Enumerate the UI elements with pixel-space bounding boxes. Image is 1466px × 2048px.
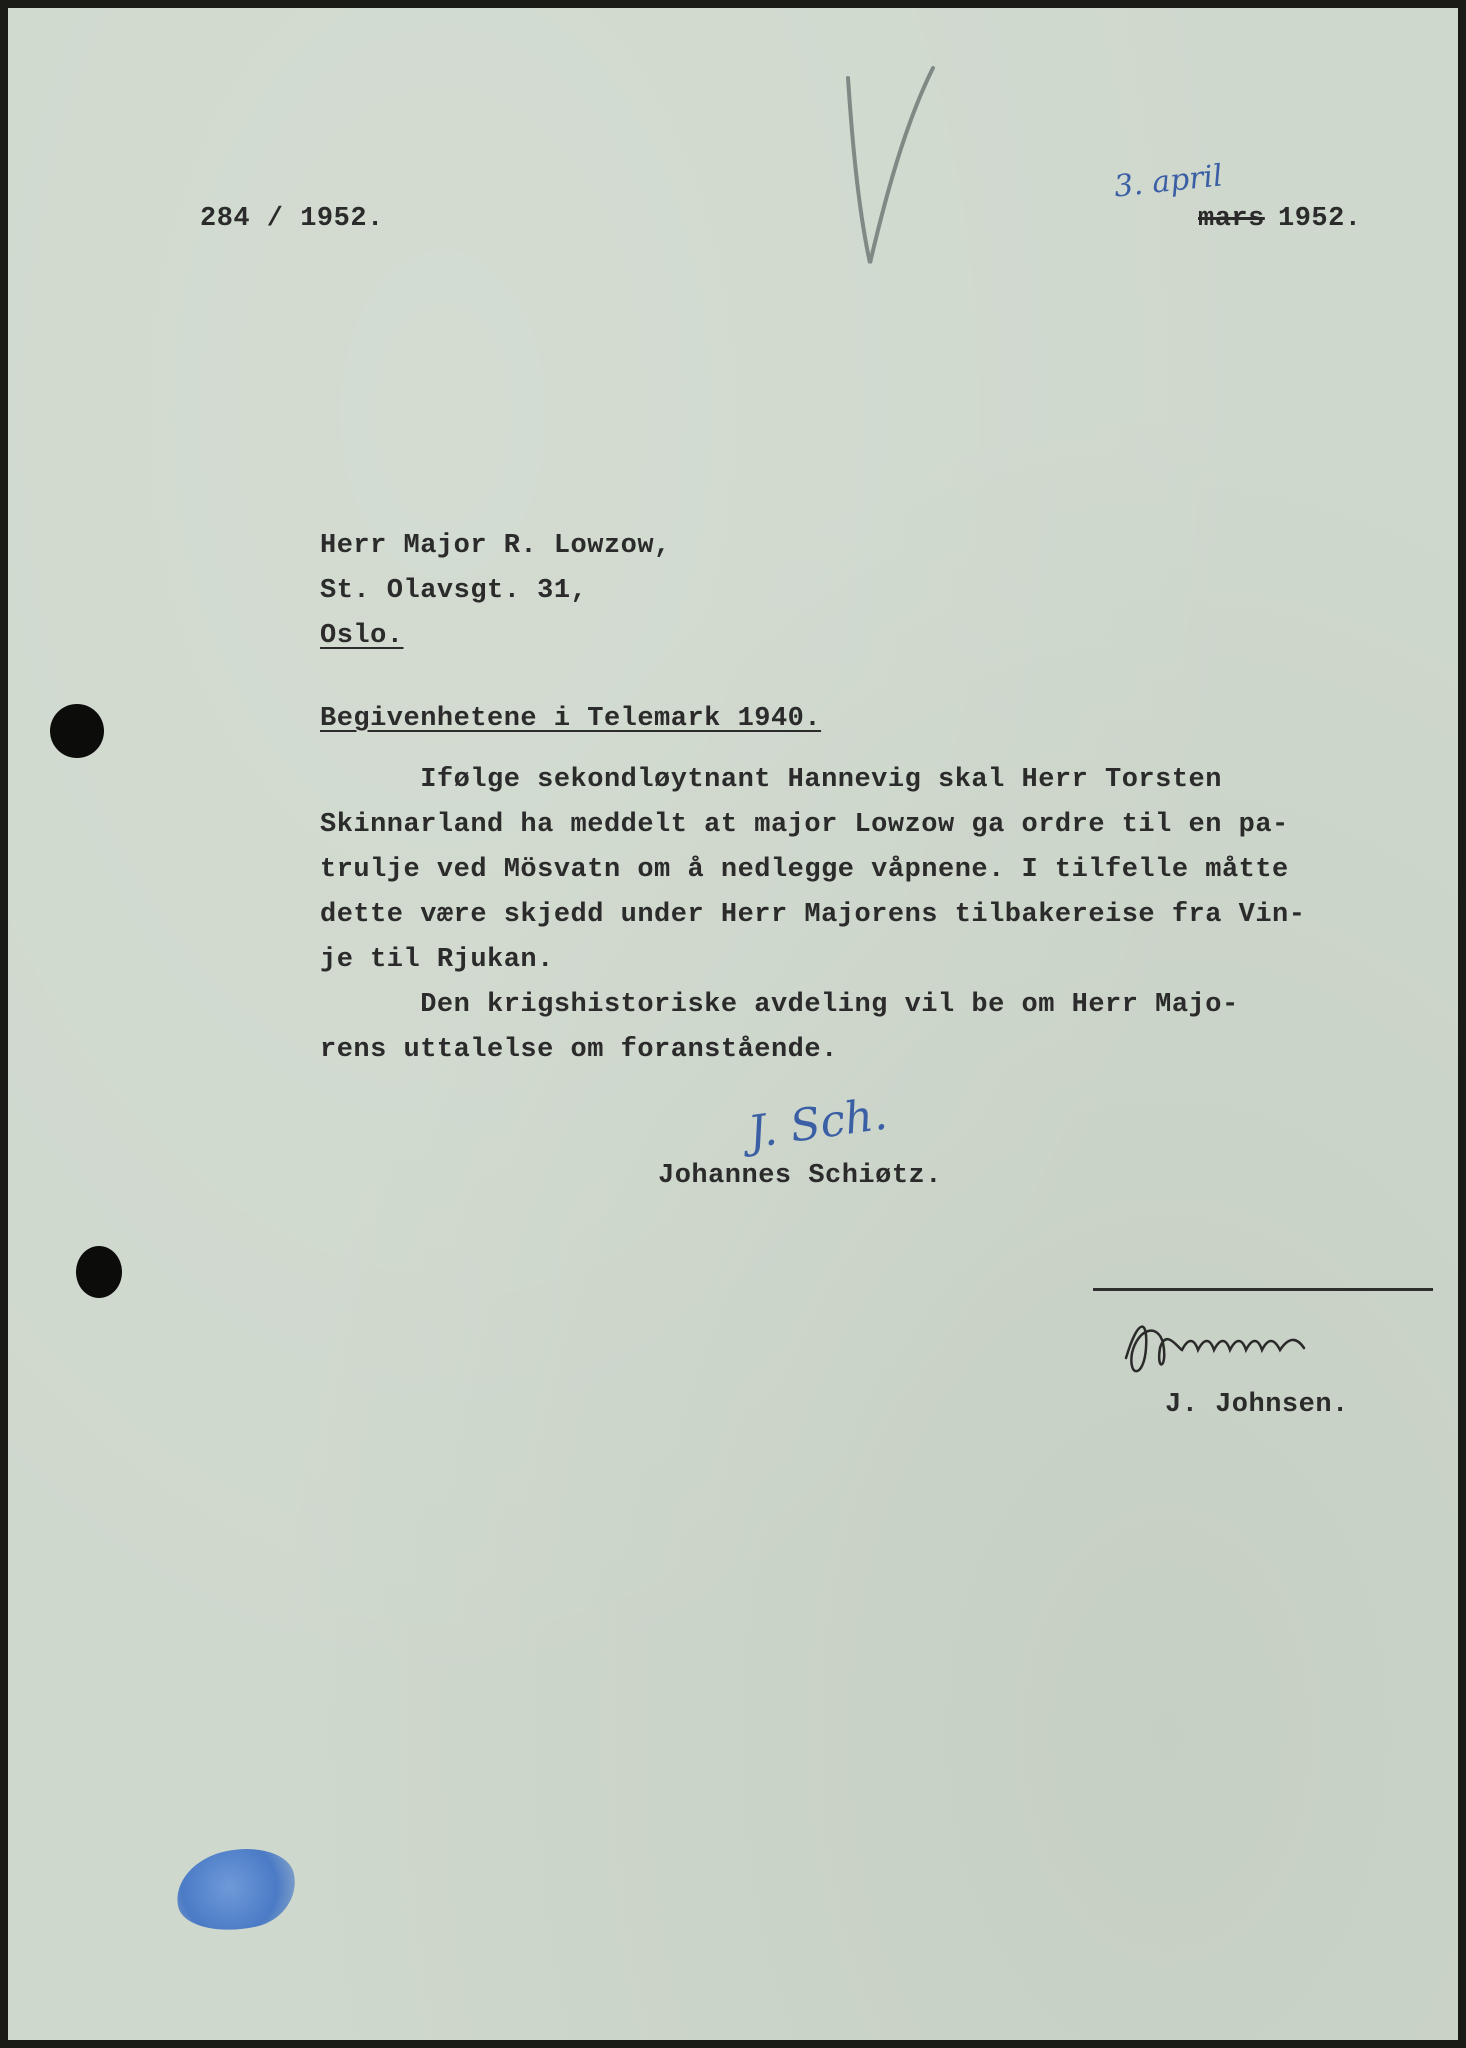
subject-line: Begivenhetene i Telemark 1940. bbox=[320, 704, 822, 734]
punch-hole bbox=[76, 1246, 122, 1298]
address-city: Oslo. bbox=[320, 621, 404, 651]
check-mark-icon bbox=[828, 58, 948, 278]
address-line-2: St. Olavsgt. 31, bbox=[320, 576, 588, 606]
body-line: Ifølge sekondløytnant Hannevig skal Herr Torsten bbox=[320, 765, 1222, 795]
signature-rule bbox=[1093, 1288, 1433, 1291]
handwritten-signature bbox=[1118, 1308, 1338, 1388]
body-line: trulje ved Mösvatn om å nedlegge våpnene. I tilfelle måtte bbox=[320, 855, 1289, 885]
body-line: dette være skjedd under Herr Majorens tilbakereise fra Vin- bbox=[320, 900, 1306, 930]
ink-stain bbox=[169, 1838, 303, 1941]
countersignatory-name: J. Johnsen. bbox=[1165, 1390, 1349, 1420]
date-year: 1952. bbox=[1278, 204, 1362, 234]
body-line: rens uttalelse om foranstående. bbox=[320, 1035, 838, 1065]
handwritten-date: 3. april bbox=[1112, 158, 1225, 205]
body-line: Den krigshistoriske avdeling vil be om Herr Majo- bbox=[320, 990, 1239, 1020]
body-line: Skinnarland ha meddelt at major Lowzow ga ordre til en pa- bbox=[320, 810, 1289, 840]
reference-number: 284 / 1952. bbox=[200, 204, 384, 234]
signatory-name: Johannes Schiøtz. bbox=[658, 1161, 942, 1191]
body-line: je til Rjukan. bbox=[320, 945, 554, 975]
address-line-1: Herr Major R. Lowzow, bbox=[320, 531, 671, 561]
punch-hole bbox=[50, 704, 104, 758]
document-page bbox=[8, 8, 1458, 2040]
struck-month: mars bbox=[1198, 204, 1265, 234]
handwritten-initials: J. Sch. bbox=[745, 1088, 891, 1159]
